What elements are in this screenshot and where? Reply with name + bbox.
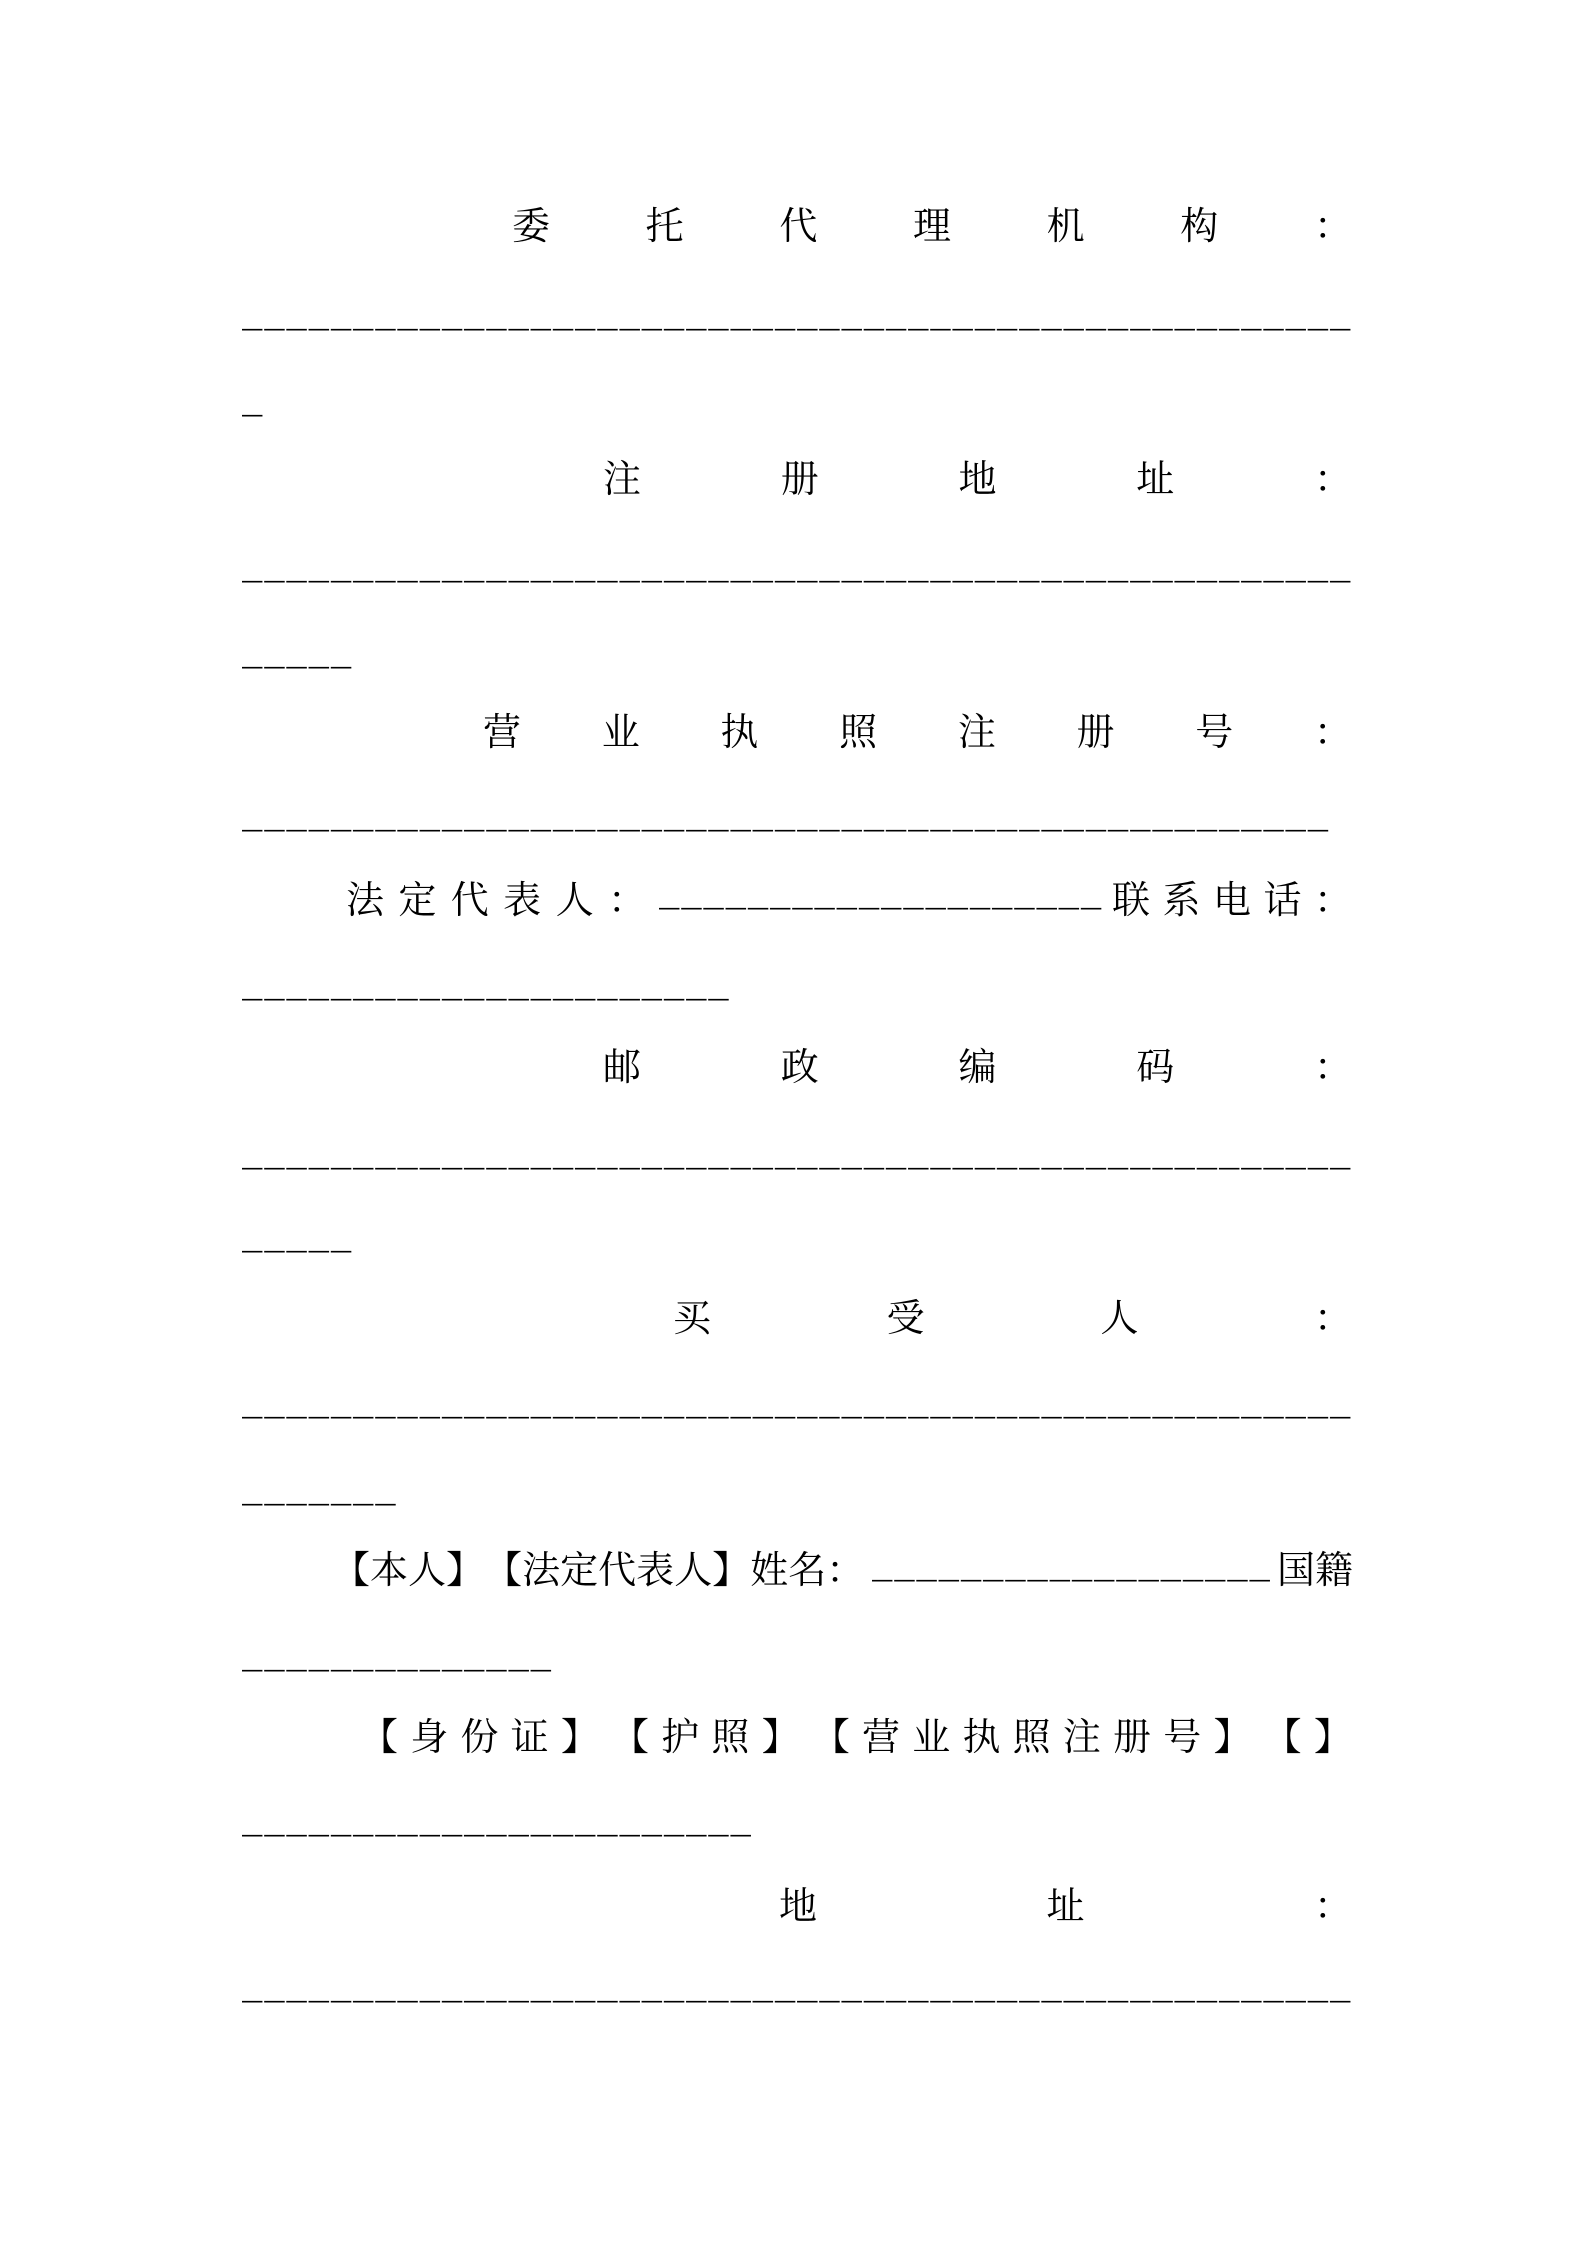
postcode-label: 邮 政 编 码 ： [603, 1045, 1352, 1089]
phone-label: 联 系 电 话 ： [1112, 878, 1352, 922]
buyer-name-label: 【 本 人 】 【 法 定 代 表 人 】 姓 名 ： [332, 1548, 865, 1592]
nationality-label: 国 籍 [1277, 1548, 1354, 1592]
buyer-address-label: 地 址 ： [779, 1884, 1352, 1928]
agency-blank-line-1: __________________________________________________ [242, 300, 1353, 338]
buyer-name-blank: __________________ [872, 1551, 1272, 1589]
buyer-address-blank: __________________________________________________ [242, 1972, 1353, 2010]
agency-title: 委 托 代 理 机 构 ： [512, 204, 1352, 248]
business-license-blank: _________________________________________________ [242, 801, 1330, 839]
buyer-title: 买 受 人 ： [673, 1296, 1352, 1340]
legal-representative-blank: ____________________ [659, 879, 1104, 917]
buyer-blank-line-2: _______ [242, 1475, 398, 1513]
nationality-blank: ______________ [242, 1641, 553, 1679]
postcode-blank-line-1: __________________________________________________ [242, 1139, 1353, 1177]
agency-blank-line-2: _ [242, 386, 265, 424]
registered-address-blank-line-2: _____ [242, 638, 354, 676]
id-number-blank: _______________________ [242, 1806, 753, 1844]
registered-address-label: 注 册 地 址 ： [603, 457, 1352, 501]
phone-blank: ______________________ [242, 970, 731, 1008]
postcode-blank-line-2: _____ [242, 1222, 354, 1260]
legal-representative-label: 法 定 代 表 人 ： [346, 878, 646, 922]
registered-address-blank-line-1: __________________________________________________ [242, 552, 1353, 590]
id-types-label: 【 身 份 证 】 【 护 照 】 【 营 业 执 照 注 册 号 】 【 】 [360, 1715, 1352, 1759]
business-license-label: 营 业 执 照 注 册 号 ： [483, 710, 1352, 754]
buyer-blank-line-1: __________________________________________________ [242, 1388, 1353, 1426]
